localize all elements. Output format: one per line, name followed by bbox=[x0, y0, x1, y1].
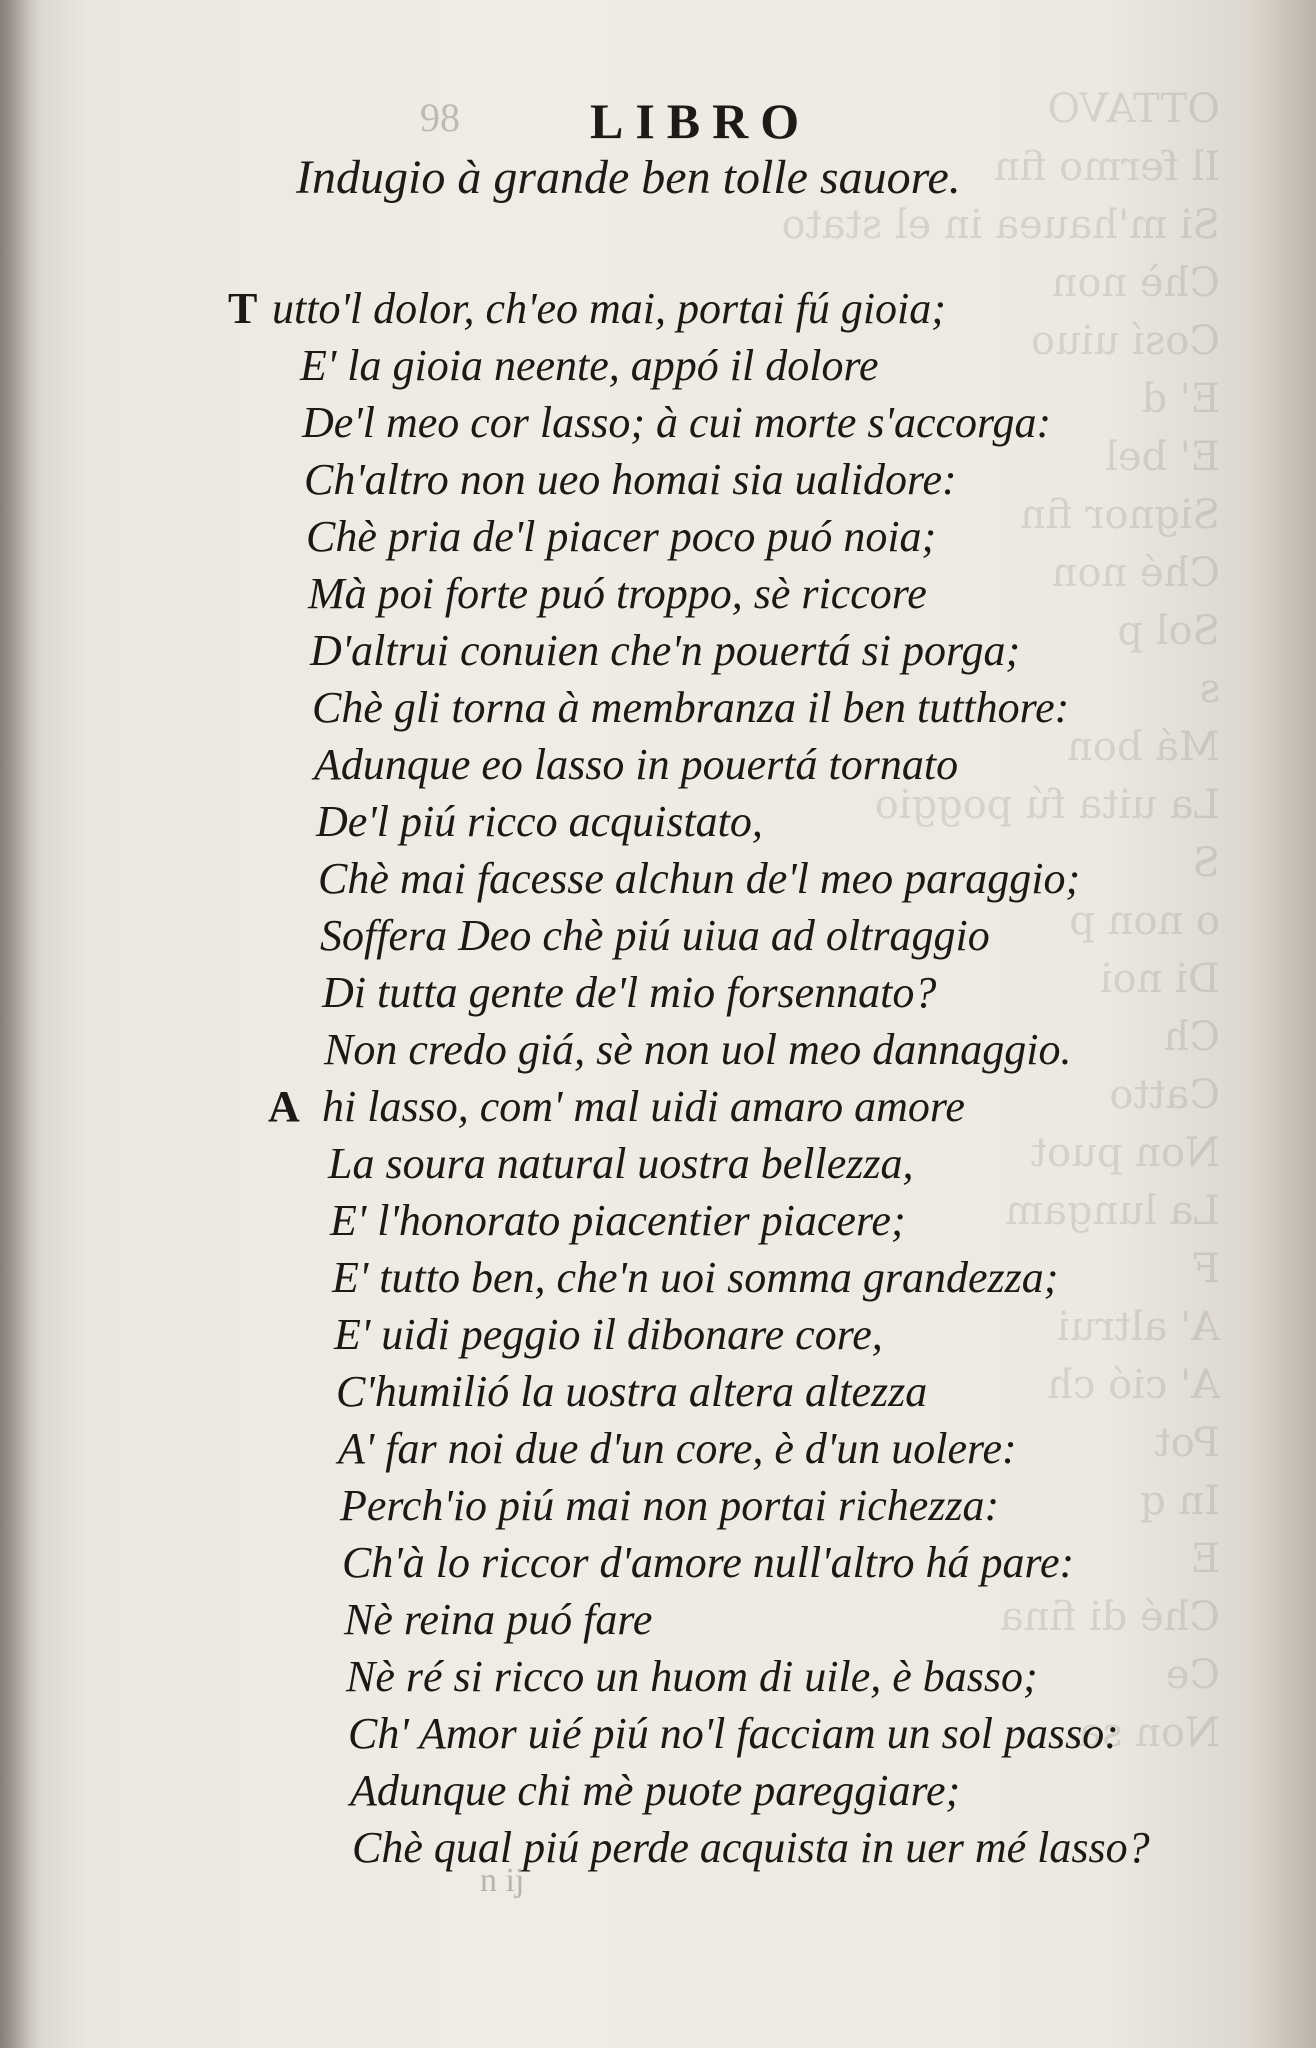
verse-line bbox=[230, 1078, 1230, 1135]
show-through-text: OTTAVO Il fermo fin Si m'hauea in el stato Chè non Cosí uiuo E' d E' bel Signor fin Ché non Sol p s Má bon La uita fú poggio S o non p Di noi Ch Catto Non puot La lungam F A' altrui A' ció ch Pot In q E Ché di fina Ce Non sa bbox=[781, 86, 1220, 1756]
verse-line bbox=[230, 850, 1230, 907]
verse-text: Mà poi forte puó troppo, sè riccore bbox=[308, 569, 927, 618]
stanza-1 bbox=[230, 280, 1230, 1078]
verse-line bbox=[230, 793, 1230, 850]
verse-text: Adunque chi mè puote pareggiare; bbox=[350, 1766, 961, 1815]
verse-text: Nè reina puó fare bbox=[344, 1595, 653, 1644]
gutter-shadow bbox=[0, 0, 40, 2048]
page-number: 98 bbox=[420, 95, 460, 140]
verse-text: E' uidi peggio il dibonare core, bbox=[334, 1310, 883, 1359]
verse-line bbox=[230, 1534, 1230, 1591]
verse-text: Chè qual piú perde acquista in uer mé lasso? bbox=[352, 1823, 1150, 1872]
verse-text: Perch'io piú mai non portai richezza: bbox=[340, 1481, 1000, 1530]
verse-text: La soura natural uostra bellezza, bbox=[328, 1139, 914, 1188]
verse-text: Ch' Amor uié piú no'l facciam un sol passo: bbox=[348, 1709, 1119, 1758]
verse-line bbox=[230, 679, 1230, 736]
verse-line bbox=[230, 1135, 1230, 1192]
stanza-initial: T bbox=[228, 284, 258, 333]
verse-line bbox=[230, 1705, 1230, 1762]
poem-body bbox=[230, 280, 1230, 1876]
verse-line bbox=[230, 1819, 1230, 1876]
verse-text: Non credo giá, sè non uol meo dannaggio. bbox=[324, 1025, 1072, 1074]
verse-line bbox=[230, 622, 1230, 679]
verse-line bbox=[230, 1477, 1230, 1534]
verse-line bbox=[230, 1648, 1230, 1705]
verse-line bbox=[230, 508, 1230, 565]
verse-text: utto'l dolor, ch'eo mai, portai fú gioia; bbox=[272, 284, 946, 333]
verse-line bbox=[230, 280, 1230, 337]
verse-text: Soffera Deo chè piú uiua ad oltraggio bbox=[320, 911, 990, 960]
verse-text: Ch'altro non ueo homai sia ualidore: bbox=[304, 455, 957, 504]
verse-line bbox=[230, 1192, 1230, 1249]
verse-line bbox=[230, 964, 1230, 1021]
verse-text: Chè mai facesse alchun de'l meo paraggio; bbox=[318, 854, 1081, 903]
verse-line bbox=[230, 394, 1230, 451]
verse-text: Ch'à lo riccor d'amore null'altro há pare: bbox=[342, 1538, 1075, 1587]
verse-line bbox=[230, 337, 1230, 394]
verse-text: hi lasso, com' mal uidi amaro amore bbox=[322, 1082, 965, 1131]
verse-text: De'l meo cor lasso; à cui morte s'accorga: bbox=[302, 398, 1052, 447]
verse-line bbox=[230, 1363, 1230, 1420]
verse-line bbox=[230, 565, 1230, 622]
verse-text: Di tutta gente de'l mio forsennato? bbox=[322, 968, 937, 1017]
verse-text: D'altrui conuien che'n pouertá si porga; bbox=[310, 626, 1021, 675]
verse-line bbox=[230, 1249, 1230, 1306]
stanza-initial: A bbox=[268, 1082, 300, 1131]
page-header bbox=[0, 92, 1316, 152]
verse-line bbox=[230, 1762, 1230, 1819]
verse-text: Nè ré si ricco un huom di uile, è basso; bbox=[346, 1652, 1038, 1701]
verse-line bbox=[230, 1306, 1230, 1363]
verse-line bbox=[230, 736, 1230, 793]
verse-text: E' l'honorato piacentier piacere; bbox=[330, 1196, 906, 1245]
verse-text: Adunque eo lasso in pouertá tornato bbox=[314, 740, 959, 789]
verse-text: Chè pria de'l piacer poco puó noia; bbox=[306, 512, 937, 561]
verse-line bbox=[230, 1021, 1230, 1078]
verse-text: Chè gli torna à membranza il ben tutthore: bbox=[312, 683, 1070, 732]
verse-line bbox=[230, 1420, 1230, 1477]
poem-title: Indugio à grande ben tolle sauore. bbox=[296, 151, 961, 204]
stanza-2 bbox=[230, 1078, 1230, 1876]
running-head: LIBRO bbox=[590, 93, 812, 149]
signature-mark: n ij bbox=[480, 1862, 525, 1899]
verse-text: E' la gioia neente, appó il dolore bbox=[300, 341, 879, 390]
verse-text: E' tutto ben, che'n uoi somma grandezza; bbox=[332, 1253, 1059, 1302]
verse-text: C'humilió la uostra altera altezza bbox=[336, 1367, 928, 1416]
verse-text: De'l piú ricco acquistato, bbox=[316, 797, 763, 846]
verse-line bbox=[230, 1591, 1230, 1648]
verse-line bbox=[230, 907, 1230, 964]
verse-text: A' far noi due d'un core, è d'un uolere: bbox=[338, 1424, 1017, 1473]
verse-line bbox=[230, 451, 1230, 508]
